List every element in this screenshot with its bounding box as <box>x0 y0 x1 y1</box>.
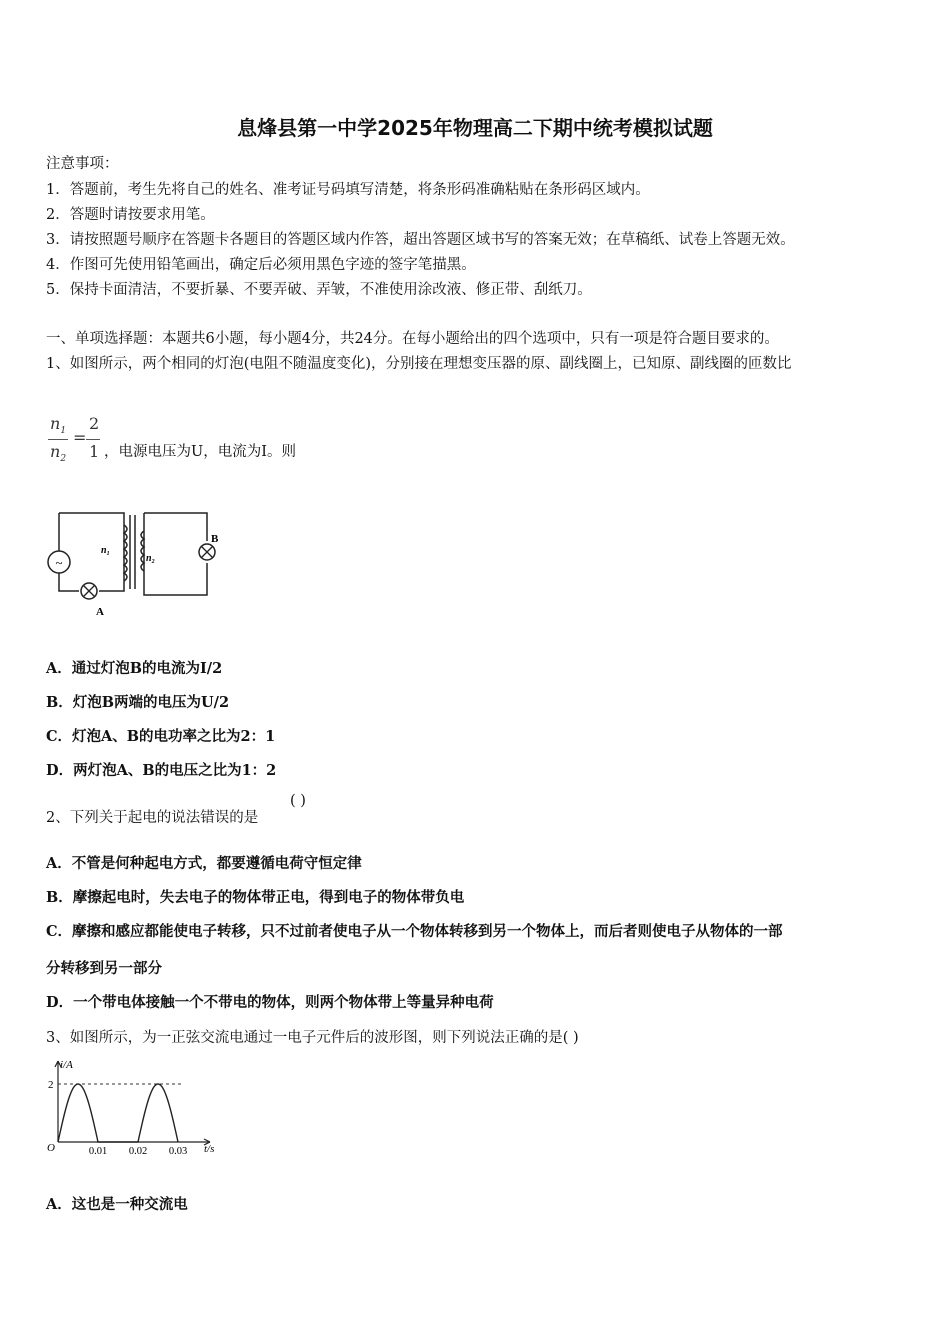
x-tick-label: 0.01 <box>88 1146 108 1157</box>
q2-option-c: C．摩擦和感应都能使电子转移，只不过前者使电子从一个物体转移到另一个物体上，而后者则使电子从物体的一部 <box>46 923 783 940</box>
question-1-stem: 1、如图所示，两个相同的灯泡(电阻不随温度变化)，分别接在理想变压器的原、副线圈上，已知原、副线圈的匝数比 <box>46 356 792 372</box>
svg-text:B: B <box>211 533 219 545</box>
notice-item: 1．答题前，考生先将自己的姓名、准考证号码填写清楚，将条形码准确粘贴在条形码区域内。 <box>46 182 650 198</box>
y-tick-label: 2 <box>48 1079 54 1091</box>
notice-heading: 注意事项： <box>46 156 119 172</box>
svg-text:n₁: n₁ <box>101 545 111 556</box>
q3-option-a: A．这也是一种交流电 <box>46 1196 188 1213</box>
x-tick-label: 0.03 <box>168 1146 188 1157</box>
origin-label: O <box>47 1142 55 1154</box>
notice-item: 4．作图可先使用铅笔画出，确定后必须用黑色字迹的签字笔描黑。 <box>46 257 476 273</box>
q1-option-b: B．灯泡B两端的电压为U/2 <box>46 694 230 711</box>
q1-option-a: A．通过灯泡B的电流为I/2 <box>46 660 223 677</box>
q2-option-d: D．一个带电体接触一个不带电的物体，则两个物体带上等量异种电荷 <box>46 994 494 1011</box>
lamp-a-icon <box>81 583 97 599</box>
q2-option-b: B．摩擦起电时，失去电子的物体带正电，得到电子的物体带负电 <box>46 889 465 906</box>
waveform-chart <box>44 1055 224 1160</box>
q1-option-d: D．两灯泡A、B的电压之比为1：2 <box>46 762 277 779</box>
question-1-stem-2: ，电源电压为U，电流为I。则 <box>104 444 296 460</box>
svg-text:~: ~ <box>55 555 63 570</box>
q2-option-c-cont: 分转移到另一部分 <box>46 960 162 977</box>
y-axis-label: i/A <box>60 1059 73 1071</box>
x-tick-label: 0.02 <box>128 1146 148 1157</box>
svg-text:n₂: n₂ <box>146 553 156 564</box>
q2-option-a: A．不管是何种起电方式，都要遵循电荷守恒定律 <box>46 855 362 872</box>
waveform-series-line <box>58 1084 178 1142</box>
question-3-stem: 3、如图所示，为一正弦交流电通过一电子元件后的波形图，则下列说法正确的是( ) <box>46 1030 579 1046</box>
q1-option-c: C．灯泡A、B的电功率之比为2：1 <box>46 728 276 745</box>
x-axis-label: t/s <box>204 1143 215 1155</box>
transformer-circuit-figure <box>44 503 224 618</box>
turns-ratio-formula: $n_1$ $n_2$ = 2 1 <box>50 414 100 465</box>
notice-item: 5．保持卡面清洁，不要折暴、不要弄破、弄皱，不准使用涂改液、修正带、刮纸刀。 <box>46 282 592 298</box>
svg-text:A: A <box>96 606 104 618</box>
lamp-b-icon <box>199 544 215 560</box>
page-title: 息烽县第一中学2025年物理高二下期中统考模拟试题 <box>237 116 713 140</box>
question-2-stem: 2、下列关于起电的说法错误的是 <box>46 810 259 826</box>
section-heading: 一、单项选择题：本题共6小题，每小题4分，共24分。在每小题给出的四个选项中，只有一项是符合题目要求的。 <box>46 331 779 347</box>
question-2-paren: ( ) <box>290 793 306 809</box>
notice-item: 3．请按照题号顺序在答题卡各题目的答题区域内作答，超出答题区域书写的答案无效；在草稿纸、试卷上答题无效。 <box>46 232 795 248</box>
notice-item: 2．答题时请按要求用笔。 <box>46 207 215 223</box>
